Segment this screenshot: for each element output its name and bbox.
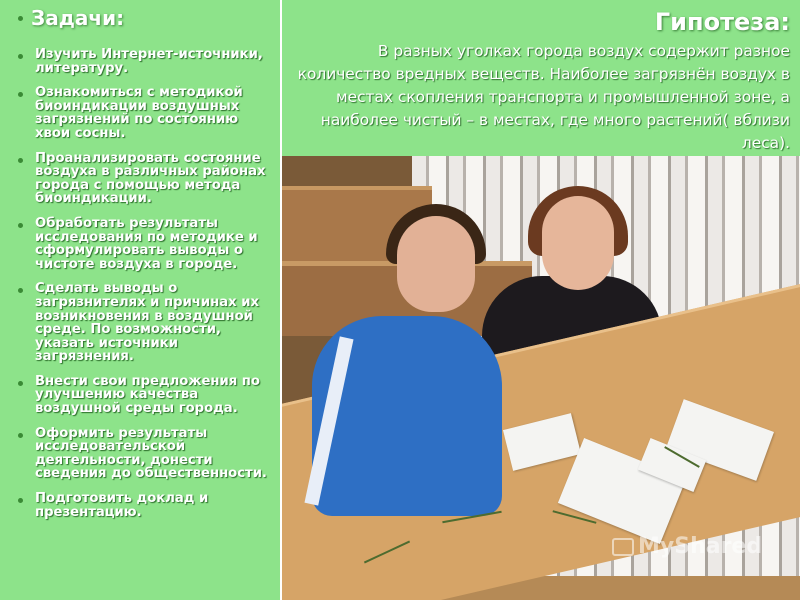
bullet-icon: [18, 433, 23, 438]
task-text: Подготовить доклад и презентацию.: [35, 491, 209, 520]
task-item: [18, 217, 272, 271]
task-text: Обработать результаты исследования по методике и сформулировать выводы о чистоте воздуха в городе.: [35, 215, 258, 272]
task-text: Внести свои предложения по улучшению качества воздушной среды города.: [35, 373, 260, 417]
bullet-icon: [18, 92, 23, 97]
watermark-icon: [612, 538, 634, 556]
bullet-icon: [18, 158, 23, 163]
photo-student-right-face: [542, 196, 614, 290]
task-text: Сделать выводы о загрязнителях и причинах их возникновения в воздушной среде. По возможности, указать источники загрязнения.: [35, 281, 259, 365]
task-text: Изучить Интернет-источники, литературу.: [35, 47, 263, 76]
tasks-panel: [0, 0, 282, 600]
bullet-icon: [18, 54, 23, 59]
bullet-icon: [18, 16, 23, 21]
task-item: [18, 282, 272, 364]
hypothesis-banner: [282, 0, 800, 156]
tasks-title: Задачи:: [31, 6, 125, 30]
bullet-icon: [18, 223, 23, 228]
task-text: Оформить результаты исследовательской деятельности, донести сведения до общественности.: [35, 425, 267, 482]
task-text: Проанализировать состояние воздуха в различных районах города с помощью метода биоиндикации.: [35, 150, 266, 207]
classroom-photo: [282, 156, 800, 600]
task-item: [18, 492, 272, 519]
watermark-logo: [612, 534, 762, 559]
task-item: [18, 427, 272, 481]
task-item: [18, 375, 272, 416]
tasks-list: [18, 48, 272, 519]
bullet-icon: [18, 381, 23, 386]
bullet-icon: [18, 498, 23, 503]
task-item: [18, 48, 272, 75]
hypothesis-title: Гипотеза:: [654, 8, 790, 36]
photo-student-left-face: [397, 216, 475, 312]
watermark-text: MyShared: [638, 534, 763, 559]
task-item: [18, 86, 272, 140]
tasks-heading: [18, 6, 272, 30]
bullet-icon: [18, 288, 23, 293]
task-text: Ознакомиться с методикой биоиндикации воздушных загрязнений по состоянию хвои сосны.: [35, 85, 243, 141]
task-item: [18, 152, 272, 206]
hypothesis-text: В разных уголках города воздух содержит разное количество вредных веществ. Наиболее загрязнён воздух в местах скопления транспорта и промышленной зоне, а наиболее чистый – в местах, где много растений( вблизи леса).: [297, 42, 790, 152]
